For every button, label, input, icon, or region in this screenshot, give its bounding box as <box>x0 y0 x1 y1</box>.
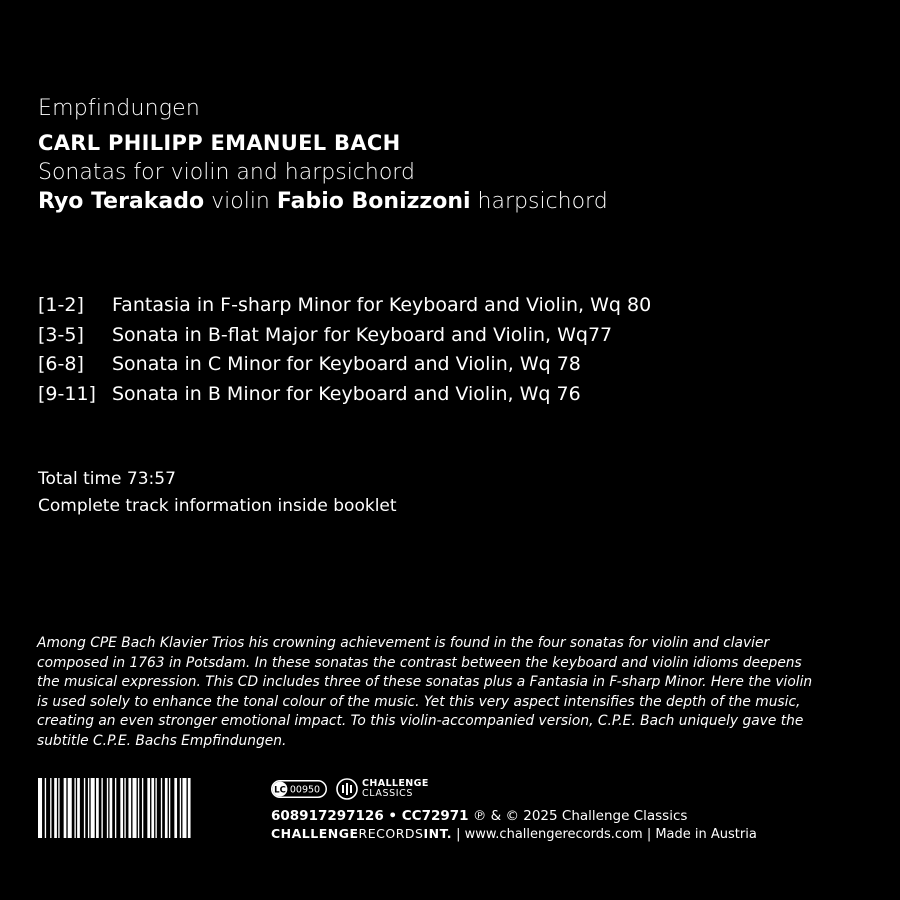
track-item <box>38 292 651 322</box>
barcode-bar <box>188 778 191 838</box>
performer-instrument: violin <box>211 189 270 214</box>
barcode-bar <box>38 778 42 838</box>
barcode-bar <box>50 778 51 838</box>
barcode-bar <box>120 778 123 838</box>
barcode-bar <box>45 778 46 838</box>
barcode-bar <box>133 778 137 838</box>
logo-line1: CHALLENGE <box>362 778 429 789</box>
performers-line <box>38 189 608 214</box>
barcode-bar <box>74 778 75 838</box>
album-subtitle: Empfindungen <box>38 96 201 121</box>
barcode-bar <box>180 778 181 838</box>
barcode-bar <box>182 778 186 838</box>
label-line <box>271 826 757 842</box>
challenge-emblem-icon <box>336 778 358 800</box>
barcode-bar <box>155 778 156 838</box>
composer-name: CARL PHILIPP EMANUEL BACH <box>38 131 401 155</box>
barcode-bar <box>128 778 131 838</box>
track-item <box>38 381 651 411</box>
barcode-bar <box>151 778 154 838</box>
track-title: Sonata in B Minor for Keyboard and Violin, Wq 76 <box>112 382 581 405</box>
barcode-bar <box>68 778 72 838</box>
performer-name: Ryo Terakado <box>38 189 205 214</box>
track-number: [1-2] <box>38 294 84 316</box>
catalog-line <box>271 808 687 824</box>
barcode-bar <box>91 778 95 838</box>
track-title: Sonata in B-flat Major for Keyboard and Violin, Wq77 <box>112 323 613 346</box>
barcode-bar <box>161 778 162 838</box>
track-title: Fantasia in F-sharp Minor for Keyboard and Violin, Wq 80 <box>112 294 652 316</box>
barcode-bar <box>142 778 143 838</box>
barcode-bar <box>138 778 139 838</box>
barcode-bar <box>115 778 116 838</box>
barcode-number: 608917297126 <box>271 808 384 824</box>
catalog-number: CC72971 <box>401 808 469 824</box>
brand-part: INT. <box>423 826 452 841</box>
track-number: [3-5] <box>38 323 84 346</box>
track-title: Sonata in C Minor for Keyboard and Violin, Wq 78 <box>112 353 581 375</box>
performer-instrument: harpsichord <box>477 189 608 214</box>
barcode-bar <box>88 778 89 838</box>
barcode-bar <box>110 778 113 838</box>
barcode-bar <box>96 778 99 838</box>
barcode-bar <box>124 778 125 838</box>
track-item <box>38 322 651 352</box>
logo-line2: CLASSICS <box>362 788 413 799</box>
brand-part: RECORDS <box>358 826 424 841</box>
separator: • <box>383 808 402 824</box>
barcode-bar <box>174 778 177 838</box>
liner-note: Among CPE Bach Klavier Trios his crowning achievement is found in the four sonatas for violin and clavier composed in 1763 in Potsdam. In these sonatas the contrast between the keyboard and violin idioms deepens the musical expression. This CD includes three of these sonatas plus a Fantasia in F-sharp Minor. Here the violin is used solely to enhance the tonal colour of the music. Yet this very aspect intensifies the depth of the music, creating an even stronger emotional impact. To this violin-accompanied version, C.P.E. Bach uniquely gave the subtitle C.P.E. Bachs Empfindungen. <box>37 635 813 749</box>
barcode-bar <box>147 778 150 838</box>
barcode-bar <box>64 778 67 838</box>
barcode-bar <box>54 778 57 838</box>
booklet-info: Complete track information inside booklet <box>38 496 397 516</box>
lc-text: LC <box>274 785 286 796</box>
barcode <box>38 778 259 838</box>
label-code-logo <box>271 780 327 798</box>
barcode-bar <box>101 778 102 838</box>
work-title: Sonatas for violin and harpsichord <box>38 160 415 185</box>
track-number: [6-8] <box>38 353 84 375</box>
performer-name: Fabio Bonizzoni <box>276 189 471 214</box>
tracklist <box>38 292 651 410</box>
barcode-bar <box>165 778 168 838</box>
copyright: ℗ & © 2025 Challenge Classics <box>468 808 688 824</box>
barcode-bar <box>84 778 85 838</box>
barcode-bar <box>169 778 170 838</box>
total-time: Total time 73:57 <box>38 469 176 489</box>
website: | www.challengerecords.com | Made in Austria <box>451 827 757 842</box>
barcode-bar <box>77 778 80 838</box>
track-number: [9-11] <box>38 382 96 405</box>
track-item <box>38 351 651 381</box>
barcode-bar <box>58 778 59 838</box>
challenge-classics-logo <box>336 778 436 802</box>
barcode-bar <box>107 778 108 838</box>
brand-part: CHALLENGE <box>271 826 359 841</box>
lc-number: 00950 <box>289 784 321 796</box>
